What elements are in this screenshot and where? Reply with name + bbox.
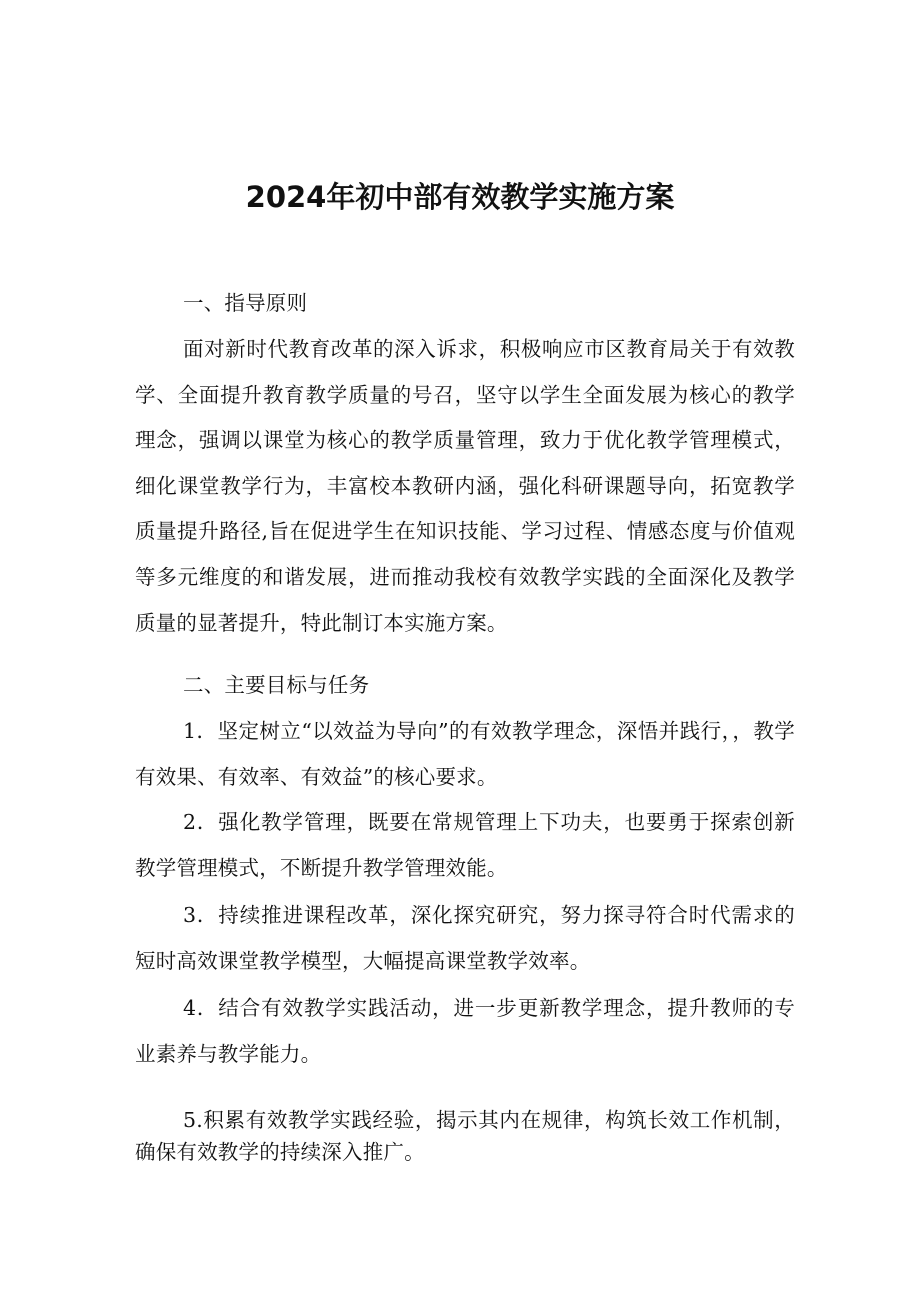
- paragraph-guiding-principles: 面对新时代教育改革的深入诉求，积极响应市区教育局关于有效教学、全面提升教育教学质量的号召，坚守以学生全面发展为核心的教学理念，强调以课堂为核心的教学质量管理，致力于优化教学管理模式，细化课堂教学行为，丰富校本教研内涵，强化科研课题导向，拓宽教学质量提升路径,旨在促进学生在知识技能、学习过程、情感态度与价值观等多元维度的和谐发展，进而推动我校有效教学实践的全面深化及教学质量的显著提升，特此制订本实施方案。: [135, 337, 795, 635]
- section-heading-guiding-principles: 一、指导原则: [183, 291, 308, 315]
- list-item: 3．持续推进课程改革，深化探究研究，努力探寻符合时代需求的短时高效课堂教学模型，大幅提高课堂教学效率。: [135, 903, 795, 973]
- list-item: 2．强化教学管理，既要在常规管理上下功夫，也要勇于探索创新教学管理模式，不断提升教学管理效能。: [135, 810, 795, 880]
- document-title: 2024年初中部有效教学实施方案: [245, 180, 675, 214]
- list-item: 5.积累有效教学实践经验，揭示其内在规律，构筑长效工作机制，确保有效教学的持续深入推广。: [135, 1108, 795, 1164]
- list-item: 4．结合有效教学实践活动，进一步更新教学理念，提升教师的专业素养与教学能力。: [135, 996, 795, 1066]
- list-item: 1．坚定树立“以效益为导向”的有效教学理念，深悟并践行，，教学有效果、有效率、有效益”的核心要求。: [135, 719, 795, 789]
- section-heading-goals-tasks: 二、主要目标与任务: [183, 673, 370, 697]
